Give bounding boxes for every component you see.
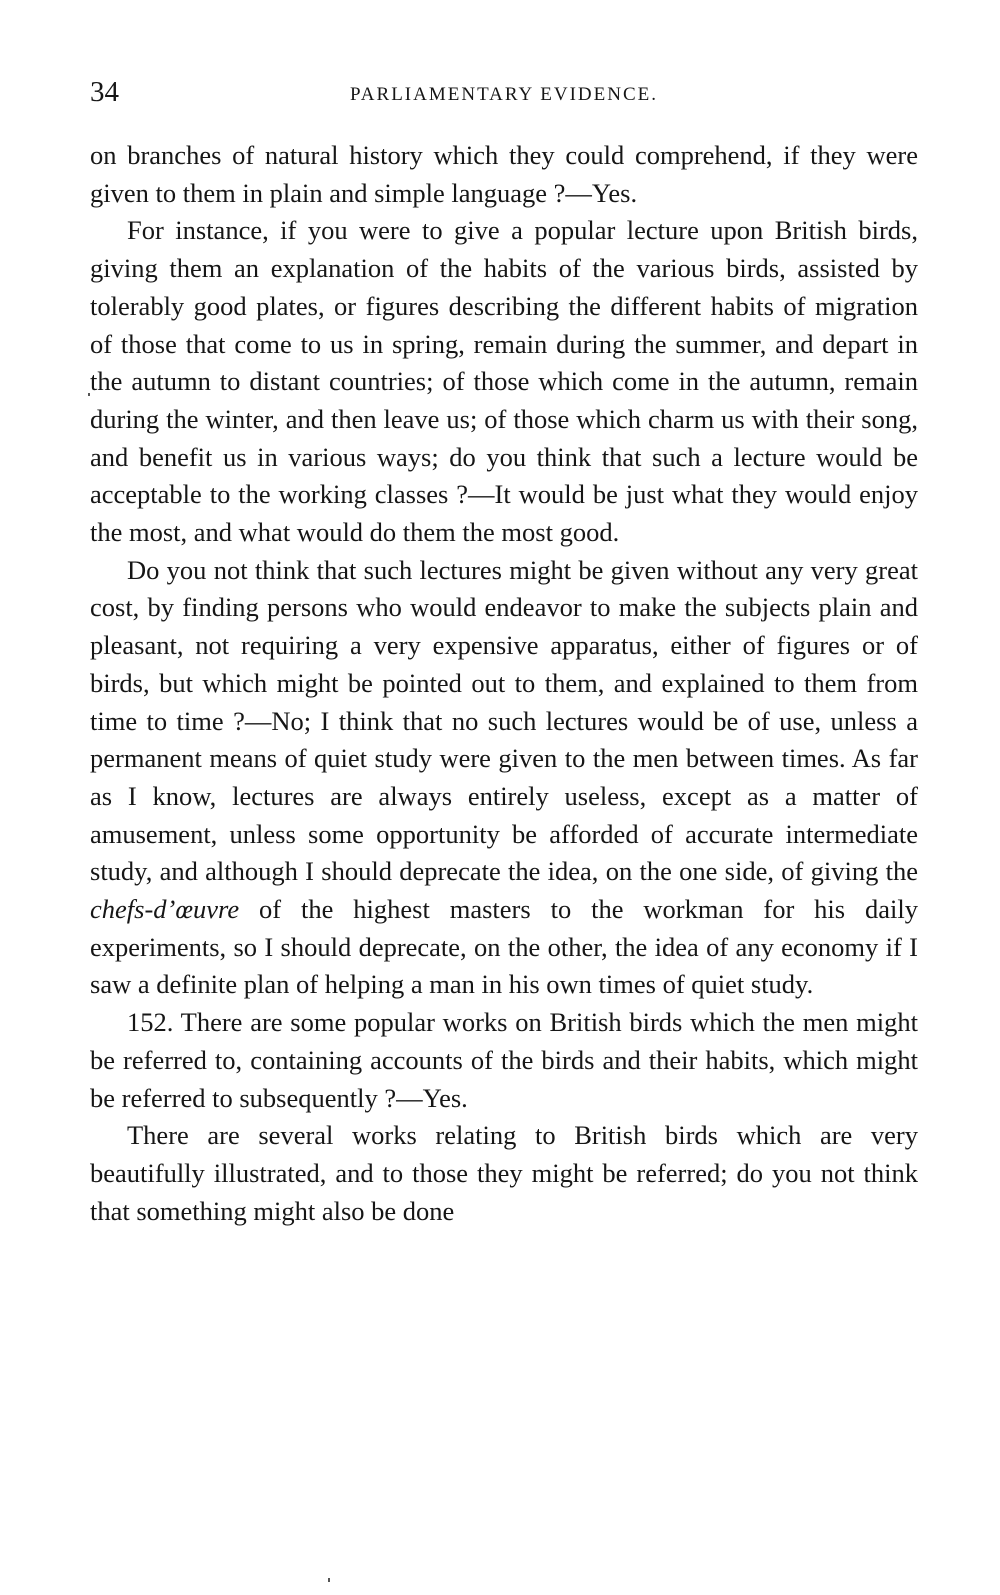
body-text xyxy=(90,137,918,1230)
scan-speck-left xyxy=(88,393,90,396)
paragraph-question-lecture: For instance, if you were to give a popular lecture upon British birds, giving them an explanation of the habits of the various birds, assisted by tolerably good plates, or figures describing the different habits of migration of those that come to us in spring, remain during the summer, and depart in the autumn to distant countries; of those which come in the autumn, remain during the winter, and then leave us; of those which charm us with their song, and benefit us in various ways; do you think that such a lecture would be acceptable to the working classes ?—It would be just what they would enjoy the most, and what would do them the most good. xyxy=(90,215,918,548)
paragraph-question-works: There are several works relating to British birds which are very beautifully illustrated, and to those they might be referred; do you not think that something might also be done xyxy=(90,1120,918,1226)
running-head xyxy=(90,72,918,112)
paragraph-numbered-152: 152. There are some popular works on British birds which the men might be referred to, containing accounts of the birds and their habits, which might be referred to subsequently ?—Yes. xyxy=(90,1007,918,1113)
page-number: 34 xyxy=(90,76,119,108)
paragraph-continuation: on branches of natural history which they could comprehend, if they were given to them in plain and simple language ?—Yes. xyxy=(90,140,918,208)
paragraph-text-before-italic: Do you not think that such lectures might be given without any very great cost, by finding persons who would endeavor to make the subjects plain and pleasant, not requiring a very expensive apparatus, either of figures or of birds, but which might be pointed out to them, and explained to them from time to time ?—No; I think that no such lectures would be of use, unless a permanent means of quiet study were given to the men between times. As far as I know, lectures are always entirely useless, except as a matter of amusement, unless some opportunity be afforded of accurate intermediate study, and although I should deprecate the idea, on the one side, of giving the xyxy=(90,554,918,887)
scan-speck-bottom xyxy=(328,1578,330,1582)
paragraph-text-after-italic: of the highest masters to the workman for his daily experiments, so I should deprecate, on the other, the idea of any economy if I saw a definite plan of helping a man in his own times of quiet study. xyxy=(90,894,918,1000)
running-title: PARLIAMENTARY EVIDENCE. xyxy=(349,84,659,105)
paragraph-question-cost xyxy=(90,552,918,1004)
italic-phrase: chefs-d’œuvre xyxy=(90,894,240,925)
